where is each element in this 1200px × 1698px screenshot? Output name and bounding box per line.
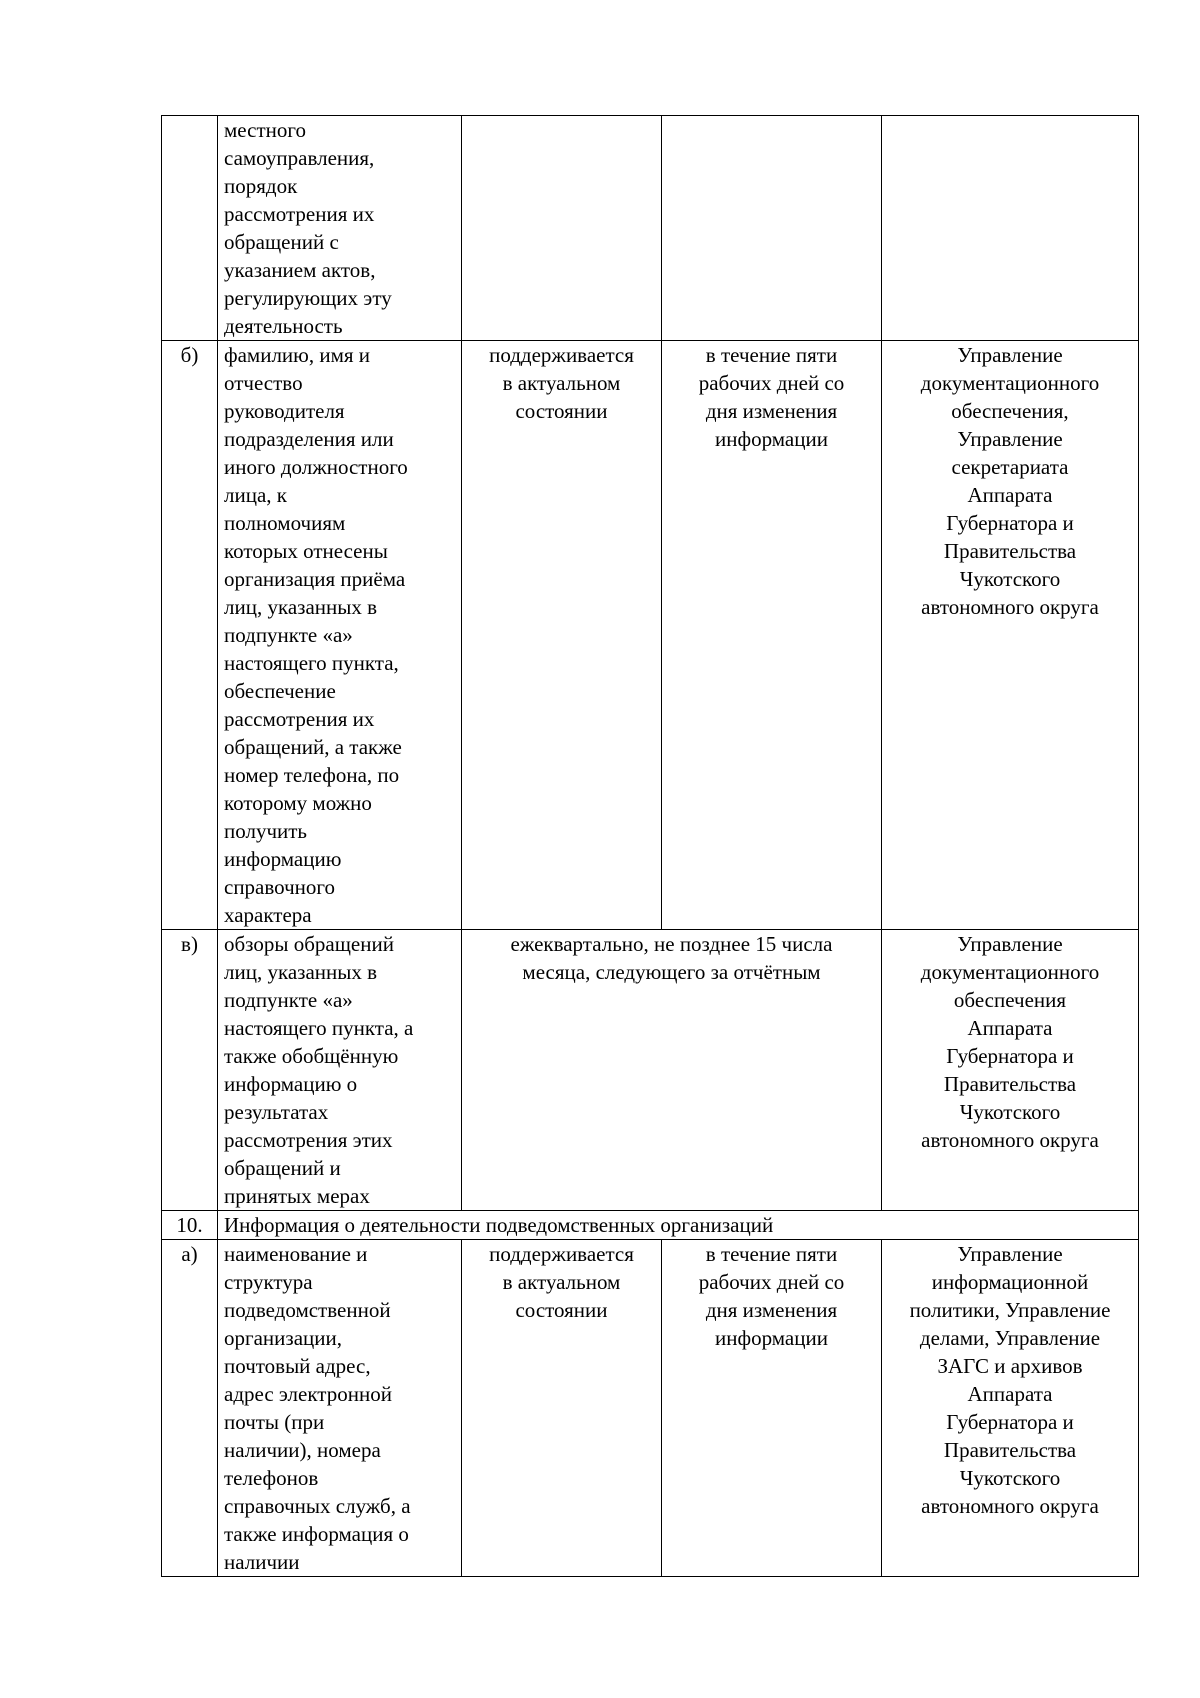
maintenance-cell: поддерживается в актуальном состоянии bbox=[462, 341, 662, 930]
period-cell bbox=[662, 116, 882, 341]
row-number: в) bbox=[162, 930, 218, 1211]
section-number: 10. bbox=[162, 1211, 218, 1240]
period-cell: в течение пяти рабочих дней со дня изменения информации bbox=[662, 341, 882, 930]
table-row-a bbox=[162, 1240, 1139, 1577]
information-table bbox=[161, 115, 1139, 1577]
row-number: б) bbox=[162, 341, 218, 930]
item-description: обзоры обращений лиц, указанных в подпункте «а» настоящего пункта, а также обобщённую информацию о результатах рассмотрения этих обращений и принятых мерах bbox=[218, 930, 462, 1211]
table-row-b bbox=[162, 341, 1139, 930]
item-description: местного самоуправления, порядок рассмотрения их обращений с указанием актов, регулирующих эту деятельность bbox=[218, 116, 462, 341]
responsible-cell: Управление документационного обеспечения Аппарата Губернатора и Правительства Чукотского автономного округа bbox=[882, 930, 1139, 1211]
responsible-cell bbox=[882, 116, 1139, 341]
period-cell: в течение пяти рабочих дней со дня изменения информации bbox=[662, 1240, 882, 1577]
maintenance-cell: поддерживается в актуальном состоянии bbox=[462, 1240, 662, 1577]
section-title: Информация о деятельности подведомственных организаций bbox=[218, 1211, 1139, 1240]
row-number: а) bbox=[162, 1240, 218, 1577]
merged-period-cell: ежеквартально, не позднее 15 числа месяца, следующего за отчётным bbox=[462, 930, 882, 1211]
table-row-section-10 bbox=[162, 1211, 1139, 1240]
responsible-cell: Управление информационной политики, Управление делами, Управление ЗАГС и архивов Аппарата Губернатора и Правительства Чукотского автономного округа bbox=[882, 1240, 1139, 1577]
item-description: наименование и структура подведомственной организации, почтовый адрес, адрес электронной почты (при наличии), номера телефонов справочных служб, а также информация о наличии bbox=[218, 1240, 462, 1577]
table-row-v bbox=[162, 930, 1139, 1211]
item-description: фамилию, имя и отчество руководителя подразделения или иного должностного лица, к полномочиям которых отнесены организация приёма лиц, указанных в подпункте «а» настоящего пункта, обеспечение рассмотрения их обращений, а также номер телефона, по которому можно получить информацию справочного характера bbox=[218, 341, 462, 930]
table-row-continuation bbox=[162, 116, 1139, 341]
responsible-cell: Управление документационного обеспечения, Управление секретариата Аппарата Губернатора и Правительства Чукотского автономного округа bbox=[882, 341, 1139, 930]
maintenance-cell bbox=[462, 116, 662, 341]
row-number bbox=[162, 116, 218, 341]
